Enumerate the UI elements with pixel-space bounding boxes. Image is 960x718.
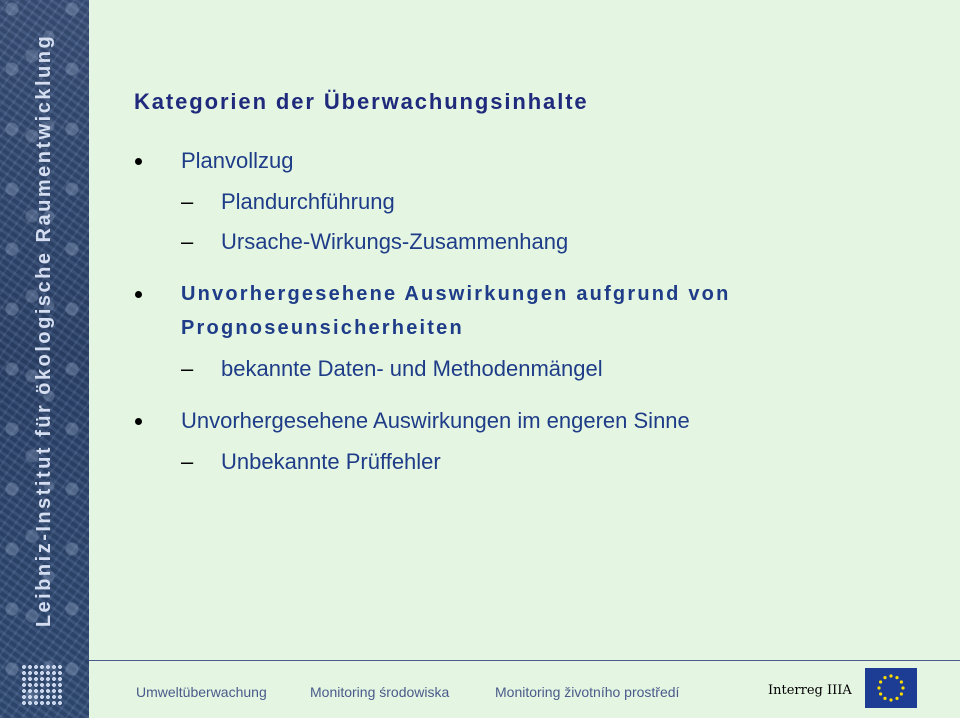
bullet-item-planvollzug: Planvollzug (181, 148, 294, 173)
eu-star-icon (895, 697, 898, 700)
bullet-dot-icon (135, 418, 142, 425)
eu-star-icon (895, 676, 898, 679)
eu-star-icon (889, 698, 892, 701)
bullet-item-prognose-line2: Prognoseunsicherheiten (181, 317, 464, 339)
bullet-dot-icon (135, 291, 142, 298)
dash-icon: – (181, 356, 194, 381)
subitem-daten-methodenmaengel: bekannte Daten- und Methodenmängel (221, 356, 603, 381)
footer-divider (89, 660, 960, 661)
sidebar-vertical-text-container (30, 30, 60, 630)
dash-icon: – (181, 229, 194, 254)
eu-star-icon (879, 692, 882, 695)
footer-monitoring-polish: Monitoring środowiska (310, 684, 450, 700)
footer-umweltueberwachung: Umweltüberwachung (136, 684, 267, 700)
eu-star-icon (900, 692, 903, 695)
subitem-prueffehler: Unbekannte Prüffehler (221, 449, 441, 474)
sidebar (0, 0, 89, 718)
eu-star-icon (879, 680, 882, 683)
eu-star-icon (900, 680, 903, 683)
eu-star-icon (883, 697, 886, 700)
dash-icon: – (181, 189, 194, 214)
footer-monitoring-czech: Monitoring životního prostředí (495, 684, 680, 700)
bullet-dot-icon (135, 158, 142, 165)
bullet-item-prognose-line1: Unvorhergesehene Auswirkungen aufgrund von (181, 283, 731, 305)
footer-interreg: Interreg IIIA (768, 683, 852, 698)
eu-star-icon (877, 686, 880, 689)
dot-grid-logo-icon (21, 664, 63, 706)
eu-star-icon (889, 674, 892, 677)
subitem-ursache-wirkung: Ursache-Wirkungs-Zusammenhang (221, 229, 569, 254)
slide-title: Kategorien der Überwachungsinhalte (134, 89, 589, 114)
eu-star-icon (901, 686, 904, 689)
eu-flag-icon (865, 668, 917, 708)
bullet-item-engeren-sinne: Unvorhergesehene Auswirkungen im engeren Sinne (181, 408, 690, 433)
subitem-plandurchfuehrung: Plandurchführung (221, 189, 395, 214)
institute-name: Leibniz-Institut für ökologische Raumentwicklung (33, 33, 56, 627)
eu-flag-stars (865, 668, 917, 708)
eu-star-icon (883, 676, 886, 679)
dash-icon: – (181, 449, 194, 474)
